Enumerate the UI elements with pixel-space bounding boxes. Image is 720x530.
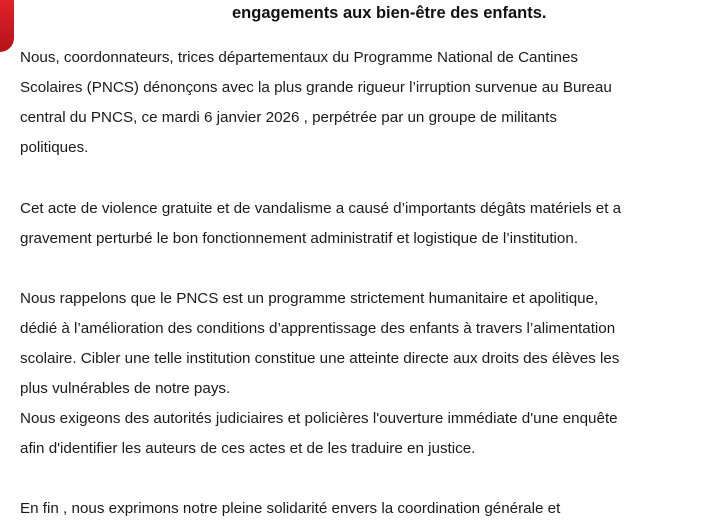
paragraph-line: afin d'identifier les auteurs de ces actes et de les traduire en justice. [20,440,476,457]
decorative-red-shape [0,0,14,52]
paragraph-line: scolaire. Cibler une telle institution constitue une atteinte directe aux droits des élèves les [20,350,620,367]
paragraph-line: Nous, coordonnateurs, trices départementaux du Programme National de Cantines [20,49,579,66]
paragraph-line: dédié à l’amélioration des conditions d’apprentissage des enfants à travers l’alimentation [20,320,616,337]
paragraph-line: plus vulnérables de notre pays. [20,380,231,397]
paragraph-line: Cet acte de violence gratuite et de vandalisme a causé d’importants dégâts matériels et a [20,200,622,217]
paragraph-line: Nous exigeons des autorités judiciaires et policières l'ouverture immédiate d'une enquête [20,410,618,427]
paragraph-line: politiques. [20,139,89,156]
paragraph-line: Nous rappelons que le PNCS est un programme strictement humanitaire et apolitique, [20,290,599,307]
paragraph-line: central du PNCS, ce mardi 6 janvier 2026 , perpétrée par un groupe de militants [20,109,557,126]
paragraph-line: gravement perturbé le bon fonctionnement administratif et logistique de l’institution. [20,230,579,247]
paragraph-line: Scolaires (PNCS) dénonçons avec la plus grande rigueur l’irruption survenue au Bureau [20,79,612,96]
paragraph-line: En fin , nous exprimons notre pleine solidarité envers la coordination générale et [20,500,561,517]
heading-line: engagements aux bien-être des enfants. [232,4,547,22]
